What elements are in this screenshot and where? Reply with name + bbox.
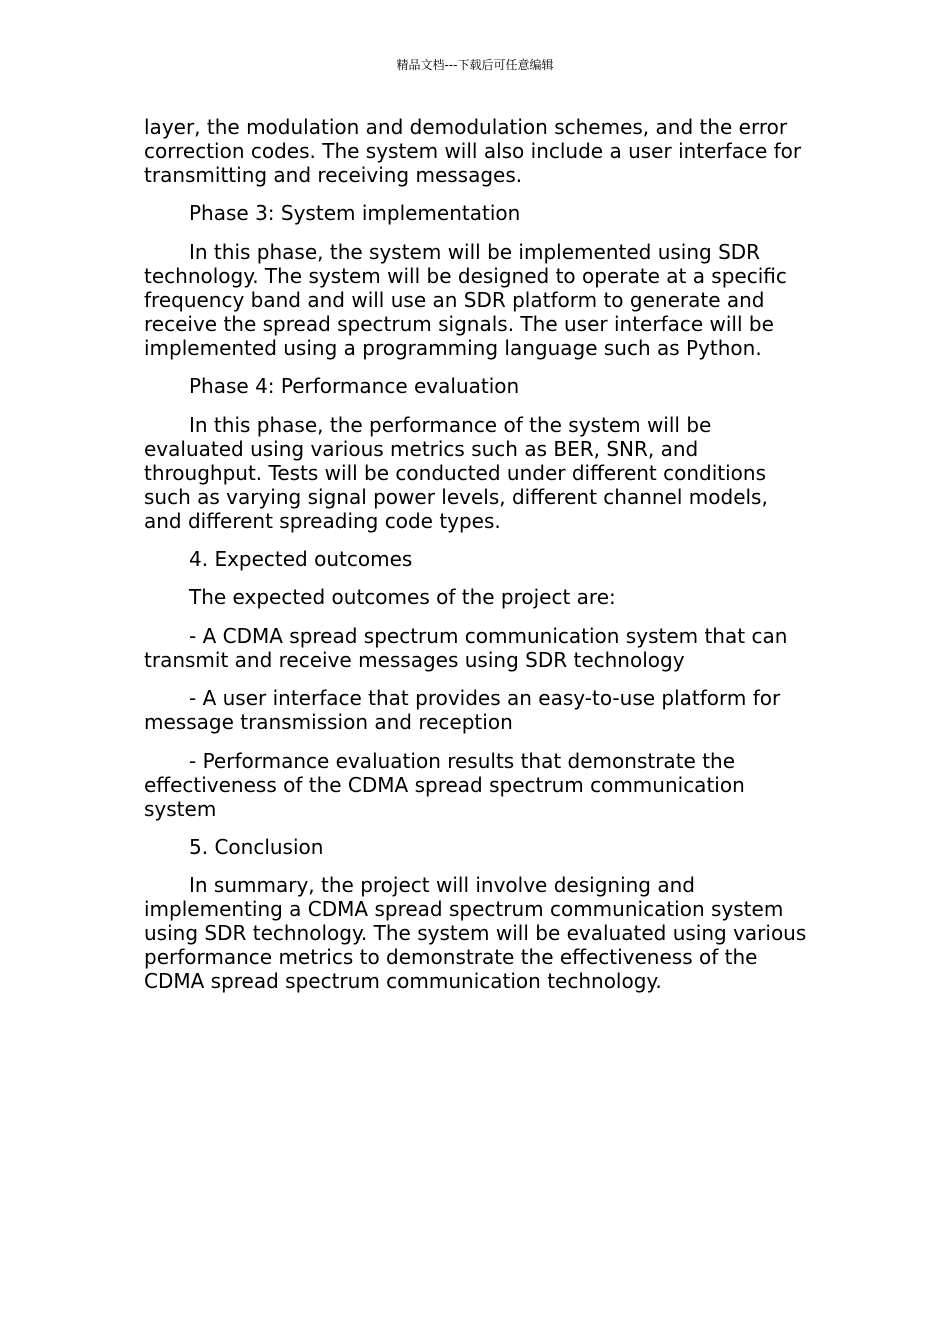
paragraph-conclusion: In summary, the project will involve designing and implementing a CDMA spread spectrum communication system using SDR technology. The system will be evaluated using various performance metrics to demonstrate the effectiveness of the CDMA spread spectrum communication technology. bbox=[144, 873, 807, 994]
paragraph-outcomes-intro: The expected outcomes of the project are: bbox=[189, 585, 616, 610]
paragraph-phase-4: In this phase, the performance of the system will be evaluated using various metrics such as BER, SNR, and throughput. Tests will be conducted under different conditions such as varying signal power levels, different channel models, and different spreading code types. bbox=[144, 412, 768, 533]
paragraph-continuation: layer, the modulation and demodulation schemes, and the error correction codes. The system will also include a user interface for transmitting and receiving messages. bbox=[144, 115, 802, 187]
section-heading-phase-3: Phase 3: System implementation bbox=[189, 201, 521, 226]
section-heading-phase-4: Phase 4: Performance evaluation bbox=[189, 374, 520, 399]
list-item-outcome-3: - Performance evaluation results that demonstrate the effectiveness of the CDMA spread spectrum communication system bbox=[144, 748, 745, 821]
page-header: 精品文档---下载后可任意编辑 bbox=[396, 58, 554, 72]
section-heading-expected-outcomes: 4. Expected outcomes bbox=[189, 546, 413, 571]
list-item-outcome-1: - A CDMA spread spectrum communication system that can transmit and receive messages using SDR technology bbox=[144, 623, 788, 672]
document-body bbox=[144, 115, 809, 1008]
section-heading-conclusion: 5. Conclusion bbox=[189, 834, 324, 859]
paragraph-phase-3: In this phase, the system will be implemented using SDR technology. The system will be designed to operate at a specific frequency band and will use an SDR platform to generate and receive the spread spectrum signals. The user interface will be implemented using a programming language such as Python. bbox=[144, 239, 787, 360]
list-item-outcome-2: - A user interface that provides an easy-to-use platform for message transmission and reception bbox=[144, 686, 781, 735]
